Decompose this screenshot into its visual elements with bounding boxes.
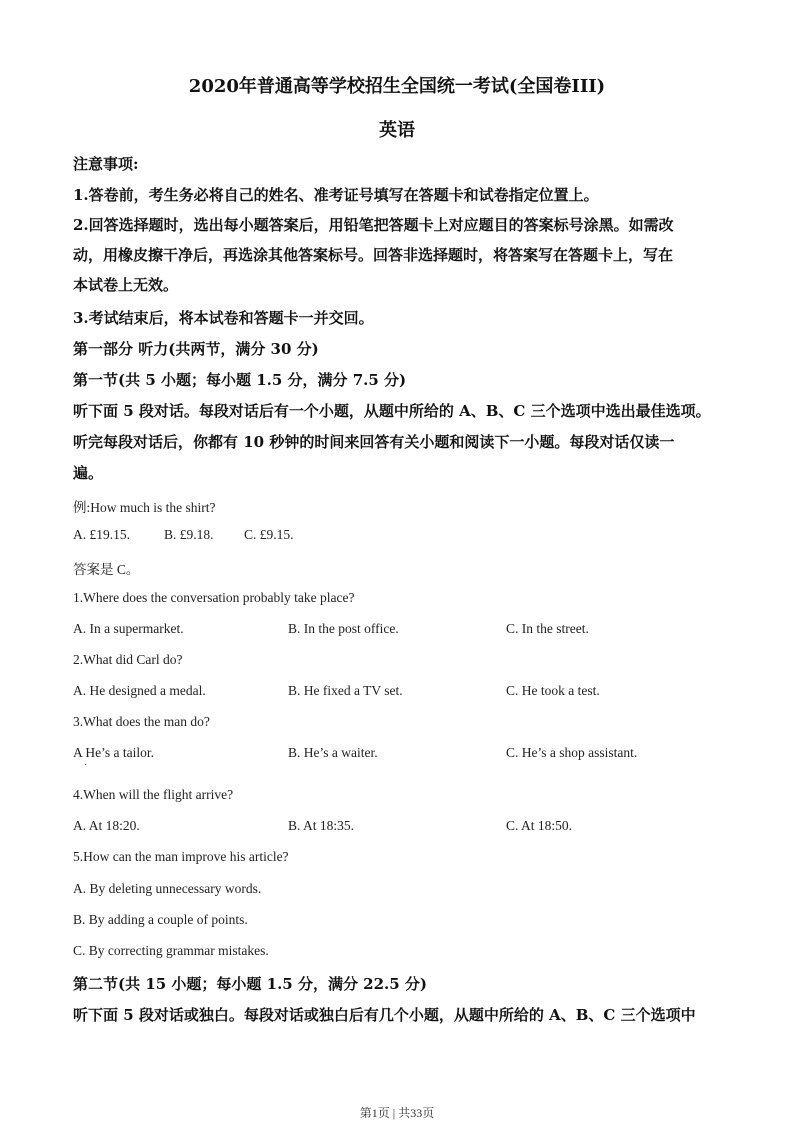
- part-heading: 第一部分 听力(共两节，满分 30 分): [73, 340, 319, 358]
- section-instructions: 听下面 5 段对话或独白。每段对话或独白后有几个小题，从题中所给的 A、B、C 三个选项中: [73, 1006, 696, 1024]
- example-option: A. £19.15.: [73, 527, 130, 542]
- example-option: C. £9.15.: [244, 527, 294, 542]
- notice-line: 2.回答选择题时，选出每小题答案后，用铅笔把答题卡上对应题目的答案标号涂黑。如需改: [73, 216, 674, 234]
- stray-dot-mark: ·: [84, 760, 88, 771]
- option-a: A. By deleting unnecessary words.: [73, 881, 262, 896]
- option-b: B. At 18:35.: [288, 818, 355, 833]
- page-footer: 第1页 | 共33页: [359, 1106, 435, 1120]
- option-a: A. In a supermarket.: [73, 621, 184, 636]
- question-text: 3.What does the man do?: [73, 714, 210, 729]
- exam-title: 2020年普通高等学校招生全国统一考试(全国卷III): [188, 76, 606, 97]
- notice-heading: 注意事项:: [73, 155, 139, 173]
- notice-line: 3.考试结束后，将本试卷和答题卡一并交回。: [73, 309, 374, 327]
- option-c: C. He took a test.: [506, 683, 600, 698]
- section-heading: 第二节(共 15 小题；每小题 1.5 分，满分 22.5 分): [73, 975, 428, 993]
- option-b: B. By adding a couple of points.: [73, 912, 248, 927]
- question-text: 5.How can the man improve his article?: [73, 849, 289, 864]
- option-b: B. In the post office.: [288, 621, 399, 636]
- section-instructions: 遍。: [73, 464, 104, 482]
- option-c: C. At 18:50.: [506, 818, 573, 833]
- option-c: C. He’s a shop assistant.: [506, 745, 638, 760]
- example-question: 例:How much is the shirt?: [73, 500, 216, 515]
- option-a: A. At 18:20.: [73, 818, 140, 833]
- example-answer: 答案是 C。: [73, 562, 140, 577]
- option-a: A. He designed a medal.: [73, 683, 206, 698]
- question-text: 2.What did Carl do?: [73, 652, 183, 667]
- example-option: B. £9.18.: [164, 527, 214, 542]
- option-b: B. He’s a waiter.: [288, 745, 378, 760]
- option-c: C. In the street.: [506, 621, 589, 636]
- section-instructions: 听下面 5 段对话。每段对话后有一个小题，从题中所给的 A、B、C 三个选项中选出最佳选项。: [73, 402, 711, 420]
- option-a: A He’s a tailor.: [73, 745, 154, 760]
- notice-line: 动，用橡皮擦干净后，再选涂其他答案标号。回答非选择题时，将答案写在答题卡上，写在: [73, 246, 674, 264]
- section-heading: 第一节(共 5 小题；每小题 1.5 分，满分 7.5 分): [73, 371, 407, 389]
- notice-line: 本试卷上无效。: [73, 276, 179, 294]
- notice-line: 1.答卷前，考生务必将自己的姓名、准考证号填写在答题卡和试卷指定位置上。: [73, 186, 599, 204]
- option-b: B. He fixed a TV set.: [288, 683, 403, 698]
- question-text: 4.When will the flight arrive?: [73, 787, 234, 802]
- question-text: 1.Where does the conversation probably take place?: [73, 590, 355, 605]
- subject-title: 英语: [379, 120, 415, 141]
- section-instructions: 听完每段对话后，你都有 10 秒钟的时间来回答有关小题和阅读下一小题。每段对话仅读一: [73, 433, 675, 451]
- option-c: C. By correcting grammar mistakes.: [73, 943, 269, 958]
